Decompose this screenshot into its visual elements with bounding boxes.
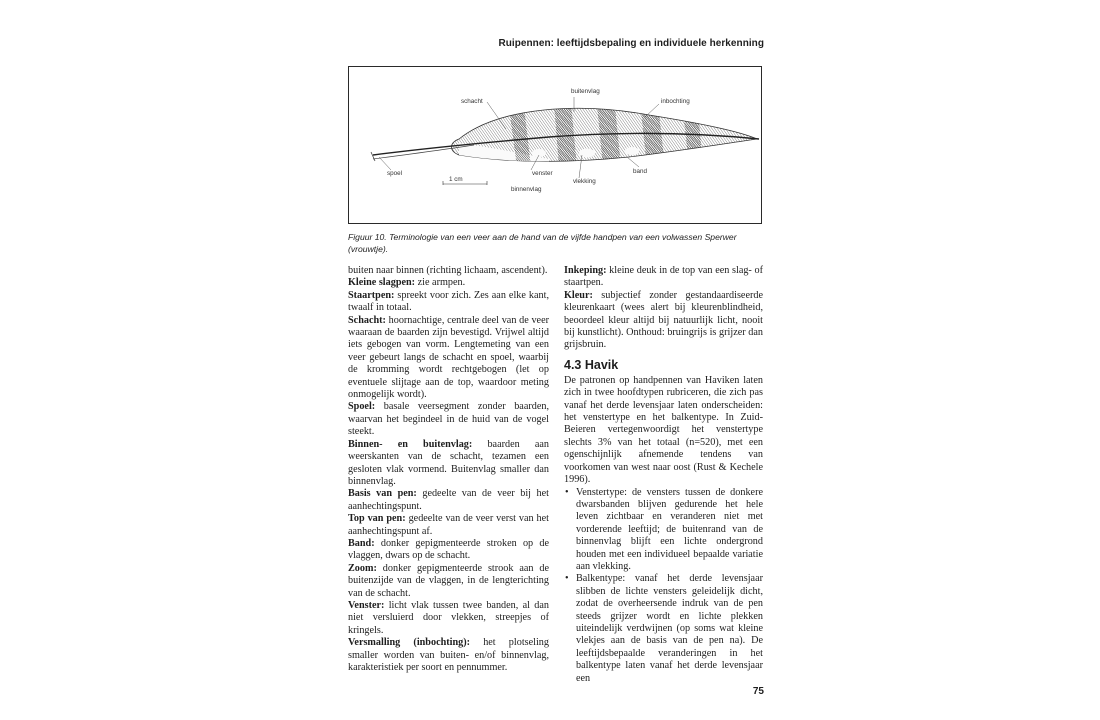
glossary-definition: gedeelte van de veer bij het aanhechtingspunt. — [348, 488, 549, 512]
glossary-entry — [348, 600, 549, 637]
bullet-icon: • — [565, 573, 569, 585]
glossary-term: Staartpen: — [348, 289, 395, 301]
left-column — [348, 265, 549, 674]
glossary-definition: het plotseling smaller worden van buiten- en/of binnenvlag, karakteristiek per soort en pennummer. — [348, 637, 549, 673]
glossary-term: Kleur: — [564, 289, 593, 301]
glossary-term: Schacht: — [348, 314, 386, 326]
glossary-entry — [348, 439, 549, 489]
glossary-term: Top van pen: — [348, 513, 406, 525]
glossary-definition: donker gepigmenteerde stroken op de vlaggen, dwars op de schacht. — [348, 537, 549, 562]
label-inbochting: inbochting — [661, 98, 690, 105]
glossary-definition: basale veersegment zonder baarden, waarvan het begindeel in de huid van de vogel steekt. — [348, 401, 549, 438]
glossary-entry — [348, 315, 549, 402]
glossary-term: Basis van pen: — [348, 488, 417, 500]
figure-caption: Figuur 10. Terminologie van een veer aan de hand van de vijfde handpen van een volwassen Sperwer (vrouwtje). — [348, 232, 737, 254]
bullet-icon: • — [565, 486, 569, 498]
glossary-entry — [348, 488, 549, 513]
label-vlekking: vlekking — [573, 178, 596, 185]
section-paragraph: De patronen op handpennen van Haviken laten zich in twee hoofdtypen rubriceren, die zich pas vanaf het derde levensjaar laten onderscheiden: het venstertype en het balkentype. In Zuid-Beieren vertegenwoordigt het venstertype slechts 3% van het totaal (n=520), met een ogenschijnlijk afnemende tendens van voorkomen van west naar oost (Rust & Kechele 1996). — [564, 374, 763, 486]
glossary-definition: kleine deuk in de top van een slag- of staartpen. — [564, 265, 763, 289]
glossary-entry — [564, 290, 763, 352]
glossary-term: Inkeping: — [564, 265, 607, 276]
glossary-definition: subjectief zonder gestandaardiseerde kleurenkaart (wees alert bij kleurenblindheid, beoordeel kleur altijd bij natuurlijk licht, nooit bij kunstlicht). Onthoud: bruingrijs is grijzer dan grijsbruin. — [564, 289, 763, 351]
glossary-definition: spreekt voor zich. Zes aan elke kant, twaalf in totaal. — [348, 289, 549, 314]
glossary-term: Kleine slagpen: — [348, 277, 416, 289]
glossary-entry — [348, 290, 549, 315]
label-scale: 1 cm — [449, 176, 463, 183]
intro-text: buiten naar binnen (richting lichaam, ascendent). — [348, 265, 548, 276]
glossary-definition: donker gepigmenteerde strook aan de buitenzijde van de vlaggen, in de lengterichting van de schacht. — [348, 562, 549, 599]
label-band: band — [633, 168, 648, 175]
glossary-term: Spoel: — [348, 401, 376, 413]
glossary-term: Band: — [348, 537, 375, 549]
glossary-definition: zie armpen. — [415, 277, 466, 289]
glossary-term: Versmalling (inbochting): — [348, 637, 471, 649]
bullet-list — [564, 487, 763, 686]
bullet-item — [564, 573, 763, 685]
glossary-definition: baarden aan weerskanten van de schacht, tezamen een gesloten vlak vormend. Buitenvlag smaller dan binnenvlag. — [348, 438, 549, 487]
feather-illustration — [349, 67, 761, 223]
bullet-text: Balkentype: vanaf het derde levensjaar slibben de lichte vensters geleidelijk dicht, zodat de overheersende indruk van de pen steeds grijzer wordt en lichte plekken uiteindelijk verdwijnen (op soms wat kleine vlekjes aan de basis van de pen na). De leeftijdsbepaalde veranderingen in het balkentype laten vanaf het derde levensjaar een — [576, 573, 763, 684]
glossary-term: Zoom: — [348, 562, 377, 574]
page-number: 75 — [752, 686, 764, 697]
glossary-definition: licht vlak tussen twee banden, al dan niet versluierd door vlekken, streepjes of kringels. — [348, 599, 549, 636]
glossary-definition: gedeelte van de veer verst van het aanhechtingspunt af. — [348, 513, 550, 537]
glossary-entry — [348, 277, 549, 289]
label-binnenvlag: binnenvlag — [511, 186, 542, 193]
bullet-text: Venstertype: de vensters tussen de donkere dwarsbanden blijven gedurende het hele leven zichtbaar en veranderen niet met vorderende leeftijd; de buitenrand van de binnenvlag blijft een lichte ondergrond houden met een individueel bepaalde variatie aan vlekking. — [576, 486, 763, 572]
glossary-list-right — [564, 265, 763, 352]
glossary-entry — [348, 538, 549, 563]
label-buitenvlag: buitenvlag — [571, 88, 600, 95]
glossary-entry — [564, 265, 763, 290]
glossary-entry — [348, 563, 549, 600]
label-schacht: schacht — [461, 98, 483, 105]
glossary-definition: hoornachtige, centrale deel van de veer waaraan de baarden zijn bevestigd. Vrijwel altijd iets gebogen van vorm. Lengtemeting van een veer gebeurt langs de schacht en spoel, waarbij de kromming wordt rechtgebogen (let op eventuele slijtage aan de top, waardoor meting onmogelijk wordt). — [348, 314, 549, 401]
glossary-term: Venster: — [348, 599, 385, 611]
bullet-item — [564, 487, 763, 574]
running-head: Ruipennen: leeftijdsbepaling en individuele herkenning — [498, 38, 764, 49]
figure-frame — [348, 66, 762, 224]
right-column — [564, 265, 763, 685]
section-title: 4.3 Havik — [564, 357, 619, 372]
label-spoel: spoel — [387, 170, 403, 177]
label-venster: venster — [532, 170, 553, 177]
glossary-term: Binnen- en buitenvlag: — [348, 438, 473, 450]
glossary-list-left — [348, 277, 549, 674]
glossary-entry — [348, 513, 549, 538]
glossary-entry — [348, 637, 549, 674]
glossary-entry — [348, 401, 549, 438]
